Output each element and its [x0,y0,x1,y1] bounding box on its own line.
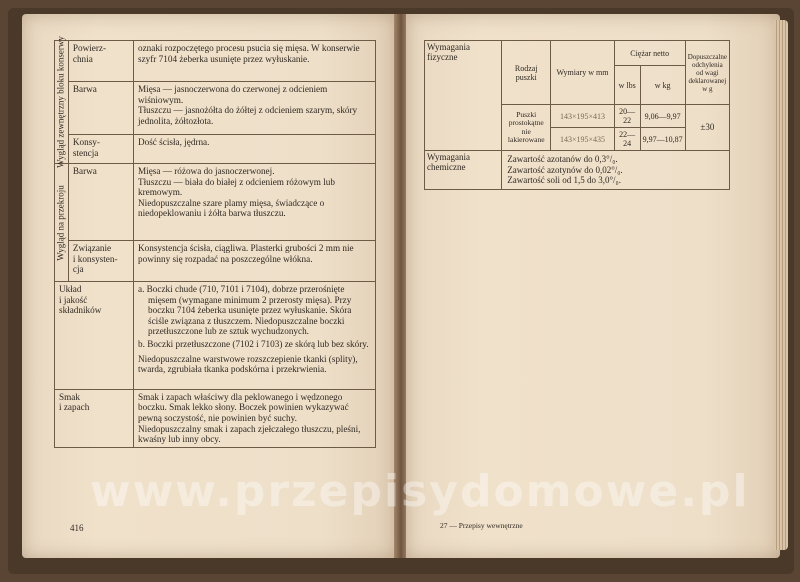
right-requirements-table [424,40,730,190]
header-tolerance: Dopuszczalne odchylenia od wagi deklarowanej w g [685,41,729,105]
row-text-taste [134,389,376,447]
kg-2: 9,97—10,87 [640,128,685,151]
row-text-binding: Konsystencja ścisła, ciągliwa. Plasterki grubości 2 mm nie powinny się rozpadać na poszczególne włókna. [134,241,376,282]
left-requirements-table [54,36,376,448]
row-label-chemical: Wymagania chemiczne [425,151,502,190]
composition-a: a. Boczki chude (710, 7101 i 7104), dobrze przerośnięte mięsem (wymagane minimum 2 przerosty mięsa). Przy boczku 7104 żeberka usunięte przez wyłuskanie. Skóra ściśle związana z tłuszczem. Niedopuszczalne boczki przetłuszczone lub ze sztuk wychudzonych. [138,284,352,337]
composition-defects: Niedopuszczalne warstwowe rozszczepienie tkanki (splity), twarda, zgrubiała tkanka podskórna i przekrwienia. [138,353,358,375]
group-header-cross-section [55,164,69,282]
page-footer-note: 27 — Przepisy wewnętrzne [440,521,523,530]
site-watermark: www.przepisydomowe.pl [90,466,750,517]
row-text-consistency: Dość ścisła, jędrna. [134,135,376,164]
row-label-composition: Układ i jakość składników [55,282,134,390]
group-title-cross-section: Wygląd na przekroju [55,184,66,261]
row-label-surface: Powierz- chnia [68,41,133,82]
header-can-type: Rodzaj puszki [502,41,551,105]
row-label-taste: Smak i zapach [55,389,134,447]
page-stack-edge [774,20,788,550]
tolerance-value: ±30 [685,105,729,151]
header-dimensions: Wymiary w mm [551,41,614,105]
header-lbs: w lbs [614,66,640,105]
chem-salt: Zawartość soli od 1,5 do 3,0°/₀. [507,175,621,185]
kg-1: 9,06—9,97 [640,105,685,128]
can-type-value: Puszki prostokątne nie lakierowane [502,105,551,151]
color-outer-fat: Tłuszczu — jasnożółta do żółtej z odcieniem szarym, skóry jednolita, żółtozłota. [138,105,358,126]
row-label-consistency: Konsy- stencja [68,135,133,164]
group-title-outer-look: Wygląd zewnętrzny bloku konserwy [55,36,66,168]
dimensions-1: 143×195×413 [551,105,614,128]
composition-b: b. Boczki przetłuszczone (7102 i 7103) ze skórą lub bez skóry. [138,338,369,349]
color-section-meat: Mięsa — różowa do jasnoczerwonej. [138,166,275,176]
color-outer-meat: Mięsa — jasnoczerwona do czerwonej z odcieniem wiśniowym. [138,84,328,105]
lbs-2: 22—24 [614,128,640,151]
taste-requirement: Smak i zapach właściwy dla peklowanego i wędzonego boczku. Smak lekko słony. Boczek powinien wykazywać pewną soczystość, nie powinien być suchy. [138,391,349,423]
header-kg: w kg [640,66,685,105]
row-text-color-section [134,164,376,241]
header-net-weight: Ciężar netto [614,41,685,66]
group-header-outer-look [55,36,69,168]
lbs-1: 20—22 [614,105,640,128]
row-text-surface: oznaki rozpoczętego procesu psucia się mięsa. W konserwie szyfr 7104 żeberka usunięte przez wyłuskanie. [134,41,376,82]
chem-nitrates: Zawartość azotanów do 0,3°/₀. [507,154,618,164]
row-label-physical: Wymagania fizyczne [425,41,502,151]
color-section-defects: Niedopuszczalne szare plamy mięsa, świadczące o niedopeklowaniu i żółta barwa tłuszczu. [138,197,325,219]
page-number: 416 [70,523,84,533]
row-label-color-section: Barwa [68,164,133,241]
row-label-color-outer: Barwa [68,82,133,135]
chem-nitrites: Zawartość azotynów do 0,02°/₀. [507,164,623,175]
row-text-color-outer [134,82,376,135]
row-text-composition [134,282,376,390]
chemical-requirements [502,151,730,190]
color-section-fat: Tłuszczu — biała do białej z odcieniem różowym lub kremowym. [138,176,335,198]
dimensions-2: 143×195×435 [551,128,614,151]
taste-defects: Niedopuszczalny smak i zapach zjełczałego tłuszczu, pleśni, kwaśny lub inny obcy. [138,423,361,445]
row-label-binding: Związanie i konsysten- cja [68,241,133,282]
